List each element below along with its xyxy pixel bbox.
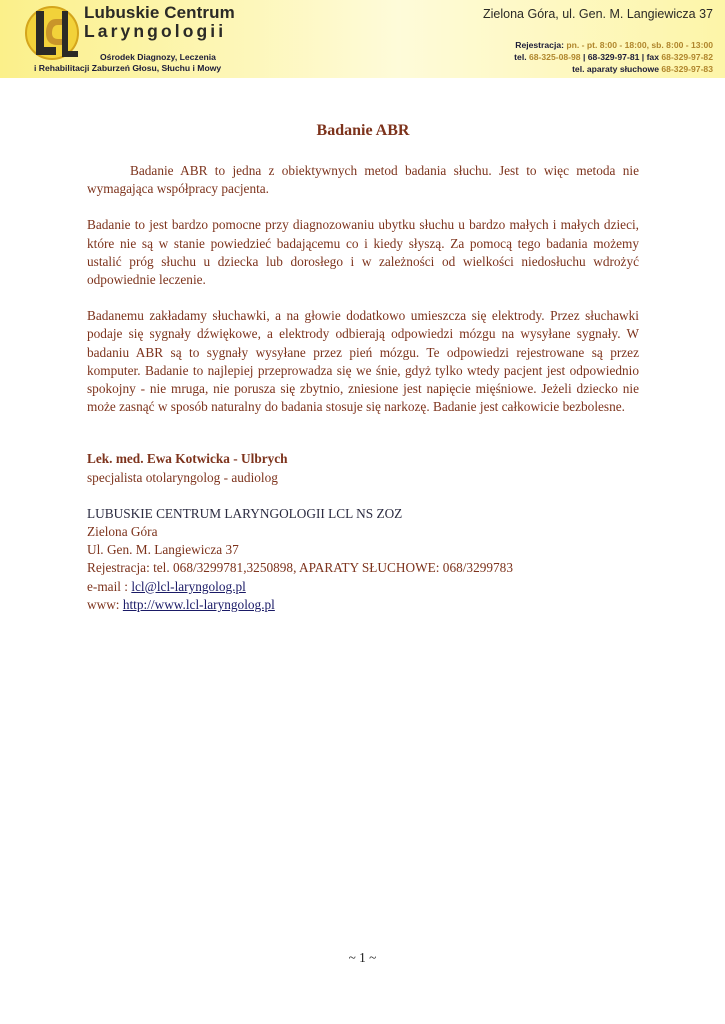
fax-label: | fax: [641, 52, 659, 62]
paragraph-indications: Badanie to jest bardzo pomocne przy diagnozowaniu ubytku słuchu u bardzo małych i małych dzieci, które nie są w stanie powiedzieć badającemu co i kiedy słyszą. Za pomocą tego badania możemy ustalić próg słuchu u dziecka lub dorosłego i w zależności od wielkości niedosłuchu wdrożyć odpowiednie leczenie.: [87, 217, 639, 288]
hearing-aids-phone: [572, 64, 713, 74]
author-title: specjalista otolaryngolog - audiolog: [87, 469, 278, 485]
brand-name-second-line: Laryngologii: [84, 21, 227, 41]
lcl-logo-icon: [22, 3, 82, 63]
paragraph-procedure: Badanemu zakładamy słuchawki, a na głowie dodatkowo umieszcza się elektrody. Przez słuchawki podaje się sygnały dźwiękowe, a elektrody odbierają odpowiedzi mózgu na wysyłane sygnały. W badaniu ABR są to sygnały wysyłane przez pień mózgu. Te odpowiedzi rejestrowane są przez komputer. Badanie to najlepiej przeprowadza się we śnie, gdyż tylko wtedy pacjent jest odpowiednio spokojny - nie mruga, nie porusza się zbytnio, zniesione jest napięcie mięśniowe. Jeżeli dziecko nie może zasnąć w sposób naturalny do badania stosuje się narkozę. Badanie jest całkowicie bezbolesne.: [87, 308, 639, 415]
organization-city: Zielona Góra: [87, 524, 158, 540]
paragraph-intro: Badanie ABR to jedna z obiektywnych metod badania słuchu. Jest to więc metoda nie wymagająca współpracy pacjenta.: [87, 163, 639, 197]
tel-2: 68-329-97-81: [587, 52, 640, 62]
tel-1: 68-325-08-98: [528, 52, 581, 62]
website-row: [87, 596, 639, 614]
tel-separator: |: [582, 52, 586, 62]
website-link[interactable]: http://www.lcl-laryngolog.pl: [122, 596, 275, 612]
author-name: Lek. med. Ewa Kotwicka - Ulbrych: [87, 451, 288, 467]
hearing-aids-number: 68-329-97-83: [661, 64, 713, 74]
brand-tagline-1: Ośrodek Diagnozy, Leczenia: [100, 52, 216, 62]
fax-number: 68-329-97-82: [661, 52, 713, 62]
signature-block: [87, 450, 639, 486]
phone-numbers: [514, 52, 713, 62]
brand-tagline-2: i Rehabilitacji Zaburzeń Głosu, Słuchu i Mowy: [34, 63, 222, 73]
email-label: e-mail :: [87, 578, 132, 594]
page-title: Badanie ABR: [316, 122, 410, 139]
header-address: Zielona Góra, ul. Gen. M. Langiewicza 37: [483, 7, 713, 21]
organization-name: LUBUSKIE CENTRUM LARYNGOLOGII LCL NS ZOZ: [87, 505, 403, 521]
organization-street: Ul. Gen. M. Langiewicza 37: [87, 542, 239, 558]
website-label: www:: [87, 596, 123, 612]
brand-name: Lubuskie Centrum: [84, 3, 235, 22]
organization-block: [87, 505, 639, 614]
page-number: ~ 1 ~: [348, 950, 377, 965]
registration-hours: [515, 40, 713, 50]
registration-hours-value: pn. - pt. 8:00 - 18:00, sb. 8:00 - 13:00: [566, 40, 713, 50]
document-content: [87, 112, 639, 614]
header-banner: [0, 0, 725, 78]
tel-label: tel.: [514, 52, 527, 62]
organization-registration: Rejestracja: tel. 068/3299781,3250898, APARATY SŁUCHOWE: 068/3299783: [87, 560, 513, 576]
hearing-aids-label: tel. aparaty słuchowe: [572, 64, 659, 74]
email-row: [87, 578, 639, 596]
registration-label: Rejestracja:: [515, 40, 564, 50]
email-link[interactable]: lcl@lcl-laryngolog.pl: [131, 578, 246, 594]
